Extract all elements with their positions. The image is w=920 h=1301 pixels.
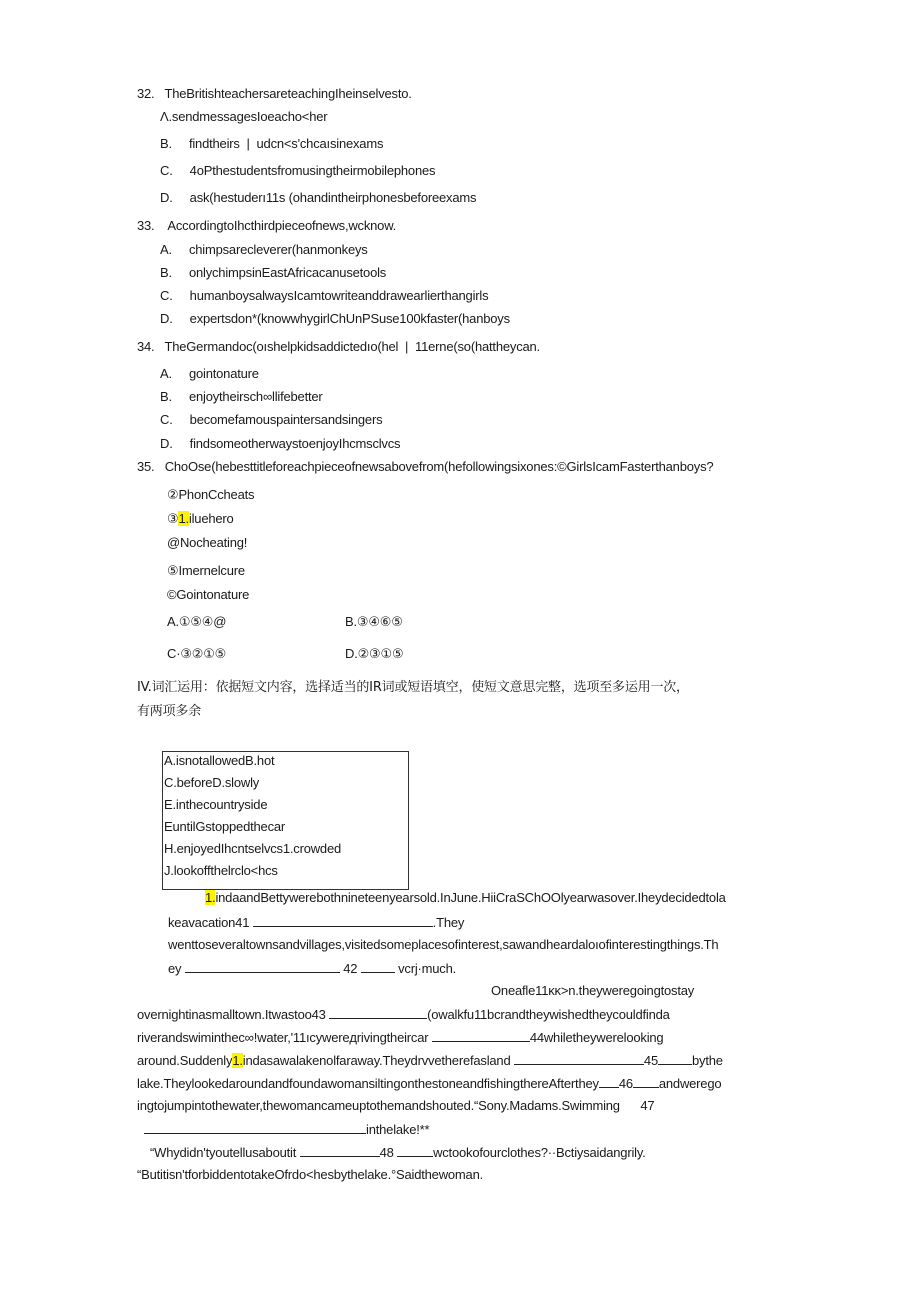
blank-48: [300, 1144, 380, 1157]
q35-title-3: ③1.iluehero: [167, 511, 234, 526]
q35-option-d: D.②③①⑤: [345, 646, 404, 661]
word-bank-row: EuntilGstoppedthecar: [164, 819, 286, 834]
q35-stem: 35. ChoOse(hebesttitleforeachpieceofnewsabovefrom(hefollowingsixones:©GirlsIcamFasterthanboys?: [137, 459, 714, 474]
q35-option-c: C·③②①⑤: [167, 646, 227, 661]
q32-option-a: Λ.sendmessagesIoeacho<her: [160, 109, 328, 124]
q35-option-b: B.③④⑥⑤: [345, 614, 403, 629]
highlight-mark: 1.: [178, 511, 189, 526]
blank-47: [144, 1121, 366, 1134]
word-bank-row: C.beforeD.slowly: [164, 775, 260, 790]
passage-line: Oneafle11κκ>n.theyweregoingtostay: [491, 983, 695, 998]
q34-stem: 34. TheGermandoc(oıshelpkidsaddictedıo(hel | 11erne(so(hattheycan.: [137, 339, 540, 354]
passage-line: riverandswimintheс∞!water,'11ıcywereдrivingtheircar 44whiletheywerelooking: [137, 1030, 664, 1045]
q35-title-4: @Nocheating!: [167, 535, 248, 550]
q34-option-d: D. findsomeotherwaystoenjoyIhcmsclvcs: [160, 436, 401, 451]
q33-option-d: D. expertsdon*(knowwhygirlChUnPSuse100kfaster(hanboys: [160, 311, 510, 326]
q35-title-6: ©Gointonature: [167, 587, 250, 602]
q32-option-c: C. 4oPthestudentsfromusingtheirmobilephones: [160, 163, 436, 178]
q34-option-a: A. gointonature: [160, 366, 259, 381]
highlight-mark: 1.: [232, 1053, 243, 1068]
section-heading-line1: IV.词汇运用：依据短文内容，选择适当的IR词或短语填空，使短文意思完整，选项至多运用一次，: [137, 680, 689, 695]
q32-stem: 32. TheBritishteachersareteachingIheinselvesto.: [137, 86, 412, 101]
passage-line: around.Suddenly1.indasawalakenolfaraway.Theydrvvetherefasland 45 bythe: [137, 1053, 723, 1068]
passage-line: 1.indaandBettywerebothnineteenyearsold.InJune.HiiCraSChOOlyearwasover.Iheydecidedtola: [205, 890, 726, 905]
passage-line: keavacation41 .They: [168, 915, 465, 930]
word-bank-row: H.enjoyedIhcntselvcs1.crowded: [164, 841, 342, 856]
q35-title-2: ②PhonCcheats: [167, 487, 255, 502]
blank-44: [432, 1029, 530, 1042]
passage-line: “Butitisn'tforbiddentotakeOfrdo<hesbythelake.°Saidthewoman.: [137, 1167, 484, 1182]
blank-48-tail: [397, 1144, 433, 1157]
passage-line: wenttoseveraltownsandvillages,visitedsomeplacesofinterest,sawandheardaloıofinterestingthings.Th: [168, 937, 719, 952]
word-bank-row: A.isnotallowedB.hot: [164, 753, 275, 768]
q34-option-c: C. becomefamouspaintersandsingers: [160, 412, 383, 427]
passage-line: lake.TheylookedaroundandfoundawomansiltingonthestoneandfishingthereAfterthey 46 andwerego: [137, 1076, 722, 1091]
blank-46-tail: [633, 1075, 659, 1088]
blank-42: [185, 960, 340, 973]
passage-line: “Whydidn'tyoutellusaboutit 48 wctookofourclothes?··Bctiysaidangrily.: [150, 1145, 646, 1160]
passage-line: ingtojumpintothewater,thewomancameuptothemandshouted.“Sony.Madams.Swimming 47: [137, 1098, 655, 1113]
q35-option-a: A.①⑤④@: [167, 614, 227, 629]
q32-option-b: B. findtheirs | udcn<s'chcaısinexams: [160, 136, 384, 151]
q34-option-b: B. enjoytheirsch∞llifebetter: [160, 389, 323, 404]
q33-option-b: B. onlychimpsinEastAfricacanusetools: [160, 265, 387, 280]
passage-line: ey 42 vcrj·much.: [168, 961, 457, 976]
q33-option-c: C. humanboysalwaysIcamtowriteanddrawearlierthangirls: [160, 288, 489, 303]
blank-46-lead: [599, 1075, 619, 1088]
blank-45: [514, 1052, 644, 1065]
passage-line: inthelake!**: [144, 1121, 429, 1138]
blank-45-tail: [658, 1052, 692, 1065]
q33-stem: 33. AccordingtoIhcthirdpieceofnews,wcknow.: [137, 218, 397, 233]
passage-line: overnightinasmalltown.Itwastoo43 (owalkfu11bcrandtheywishedtheycouldfinda: [137, 1007, 670, 1022]
word-bank-row: J.lookoffthelrclo<hcs: [164, 863, 278, 878]
blank-41: [253, 914, 433, 927]
q35-title-5: ⑤Imernelcure: [167, 563, 245, 578]
section-heading-line2: 有两项多余: [137, 704, 202, 719]
blank-43: [329, 1006, 427, 1019]
q33-option-a: A. chimpsarecleverer(hanmonkeys: [160, 242, 368, 257]
q32-option-d: D. ask(hestuderı11s (ohandintheirphonesbeforeexams: [160, 190, 477, 205]
blank-42-tail: [361, 960, 395, 973]
highlight-mark: 1.: [205, 890, 216, 905]
word-bank-row: E.inthecountryside: [164, 797, 268, 812]
